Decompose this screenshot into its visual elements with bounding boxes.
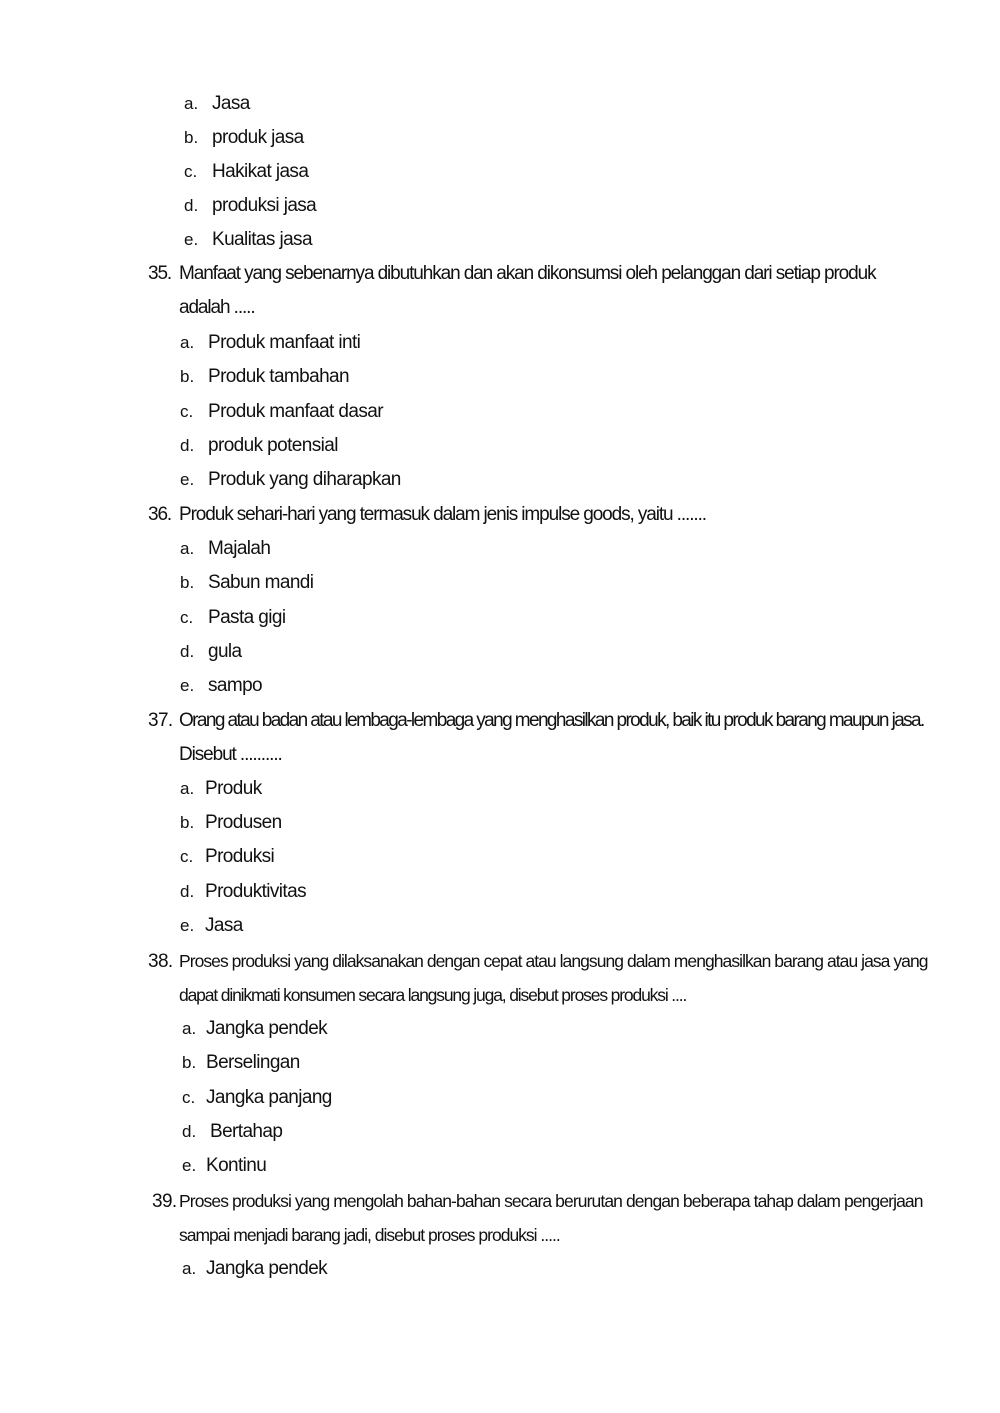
q35-option-c[interactable] (180, 395, 383, 429)
option-text: Hakikat jasa (212, 161, 309, 182)
question-35-continuation: adalah ..... (179, 297, 255, 318)
question-39 (152, 1184, 923, 1218)
question-38-continuation: dapat dinikmati konsumen secara langsung juga, disebut proses produksi .... (179, 985, 687, 1005)
option-letter: c. (184, 162, 198, 181)
q38-option-b[interactable] (182, 1046, 300, 1080)
q34-option-c[interactable] (184, 155, 308, 189)
q34-option-a[interactable] (184, 87, 250, 121)
question-number: 37. (148, 710, 173, 731)
option-text: Sabun mandi (208, 572, 314, 593)
question-39-continuation: sampai menjadi barang jadi, disebut proses produksi ..... (179, 1225, 560, 1245)
q37-option-e[interactable] (180, 909, 243, 943)
q36-option-a[interactable] (180, 532, 270, 566)
option-text: Jangka pendek (206, 1018, 328, 1039)
option-text: Kontinu (206, 1155, 267, 1176)
q34-option-b[interactable] (184, 121, 304, 155)
q35-option-e[interactable] (180, 463, 401, 497)
option-letter: d. (182, 1122, 197, 1141)
option-letter: b. (180, 367, 195, 386)
option-text: Jasa (205, 915, 243, 936)
option-letter: b. (180, 813, 195, 832)
option-text: produk jasa (212, 127, 304, 148)
q36-option-b[interactable] (180, 566, 313, 600)
question-37-continuation: Disebut .......... (179, 744, 282, 765)
option-letter: b. (180, 573, 195, 592)
option-letter: a. (182, 1019, 197, 1038)
option-text: Berselingan (206, 1052, 300, 1073)
option-text: Produk (205, 778, 262, 799)
option-text: Jangka panjang (206, 1087, 332, 1108)
option-letter: a. (180, 333, 195, 352)
option-letter: b. (182, 1053, 197, 1072)
question-number: 36. (148, 504, 172, 525)
option-letter: d. (180, 882, 195, 901)
q34-option-e[interactable] (184, 223, 312, 257)
q38-option-d[interactable] (182, 1115, 282, 1149)
option-letter: d. (184, 196, 199, 215)
question-text: Produk sehari-hari yang termasuk dalam jenis impulse goods, yaitu ....... (179, 504, 706, 525)
option-letter: e. (180, 916, 195, 935)
option-letter: c. (180, 402, 194, 421)
question-text: Manfaat yang sebenarnya dibutuhkan dan akan dikonsumsi oleh pelanggan dari setiap produk (179, 263, 876, 284)
option-text: Produk yang diharapkan (208, 469, 401, 490)
q37-option-d[interactable] (180, 875, 306, 909)
option-letter: c. (180, 847, 194, 866)
q34-option-d[interactable] (184, 189, 316, 223)
option-letter: e. (180, 470, 195, 489)
question-number: 35. (148, 263, 172, 284)
option-text: Produsen (205, 812, 282, 833)
option-letter: e. (182, 1156, 197, 1175)
option-text: Pasta gigi (208, 607, 286, 628)
q38-option-e[interactable] (182, 1149, 266, 1183)
option-letter: e. (180, 676, 195, 695)
q37-option-b[interactable] (180, 806, 282, 840)
option-text: Produk manfaat dasar (208, 401, 383, 422)
q37-option-a[interactable] (180, 772, 262, 806)
question-35 (148, 257, 875, 291)
question-38 (148, 944, 928, 978)
option-letter: d. (180, 436, 195, 455)
option-text: gula (208, 641, 242, 662)
q35-option-a[interactable] (180, 326, 360, 360)
question-number: 38. (148, 951, 173, 972)
q38-option-a[interactable] (182, 1012, 327, 1046)
q36-option-c[interactable] (180, 601, 285, 635)
option-text: Produk manfaat inti (208, 332, 361, 353)
option-text: Produk tambahan (208, 366, 349, 387)
option-letter: c. (182, 1088, 196, 1107)
option-letter: a. (184, 94, 199, 113)
option-text: Jangka pendek (206, 1258, 328, 1279)
option-text: Jasa (212, 93, 250, 114)
option-text: sampo (208, 675, 263, 696)
q36-option-d[interactable] (180, 635, 242, 669)
question-text: Proses produksi yang dilaksanakan dengan cepat atau langsung dalam menghasilkan barang atau jasa yang (179, 951, 928, 971)
question-text: Proses produksi yang mengolah bahan-bahan secara berurutan dengan beberapa tahap dalam pengerjaan (179, 1191, 923, 1211)
question-text: Orang atau badan atau lembaga-lembaga yang menghasilkan produk, baik itu produk barang maupun jasa. (179, 710, 924, 731)
q38-option-c[interactable] (182, 1081, 332, 1115)
option-text: Kualitas jasa (212, 229, 312, 250)
option-letter: b. (184, 128, 199, 147)
question-36 (148, 498, 706, 532)
option-letter: a. (180, 539, 195, 558)
option-text: Produktivitas (205, 881, 306, 902)
option-letter: a. (182, 1259, 197, 1278)
option-text: Produksi (205, 846, 275, 867)
q36-option-e[interactable] (180, 669, 262, 703)
option-letter: c. (180, 608, 194, 627)
q35-option-d[interactable] (180, 429, 338, 463)
option-text: Majalah (208, 538, 271, 559)
q39-option-a[interactable] (182, 1252, 327, 1286)
option-letter: d. (180, 642, 195, 661)
option-text: produk potensial (208, 435, 338, 456)
q35-option-b[interactable] (180, 360, 349, 394)
option-text: Bertahap (210, 1121, 283, 1142)
option-text: produksi jasa (212, 195, 317, 216)
option-letter: e. (184, 230, 199, 249)
option-letter: a. (180, 779, 195, 798)
question-37 (148, 704, 924, 738)
q37-option-c[interactable] (180, 840, 274, 874)
question-number: 39. (152, 1191, 177, 1212)
